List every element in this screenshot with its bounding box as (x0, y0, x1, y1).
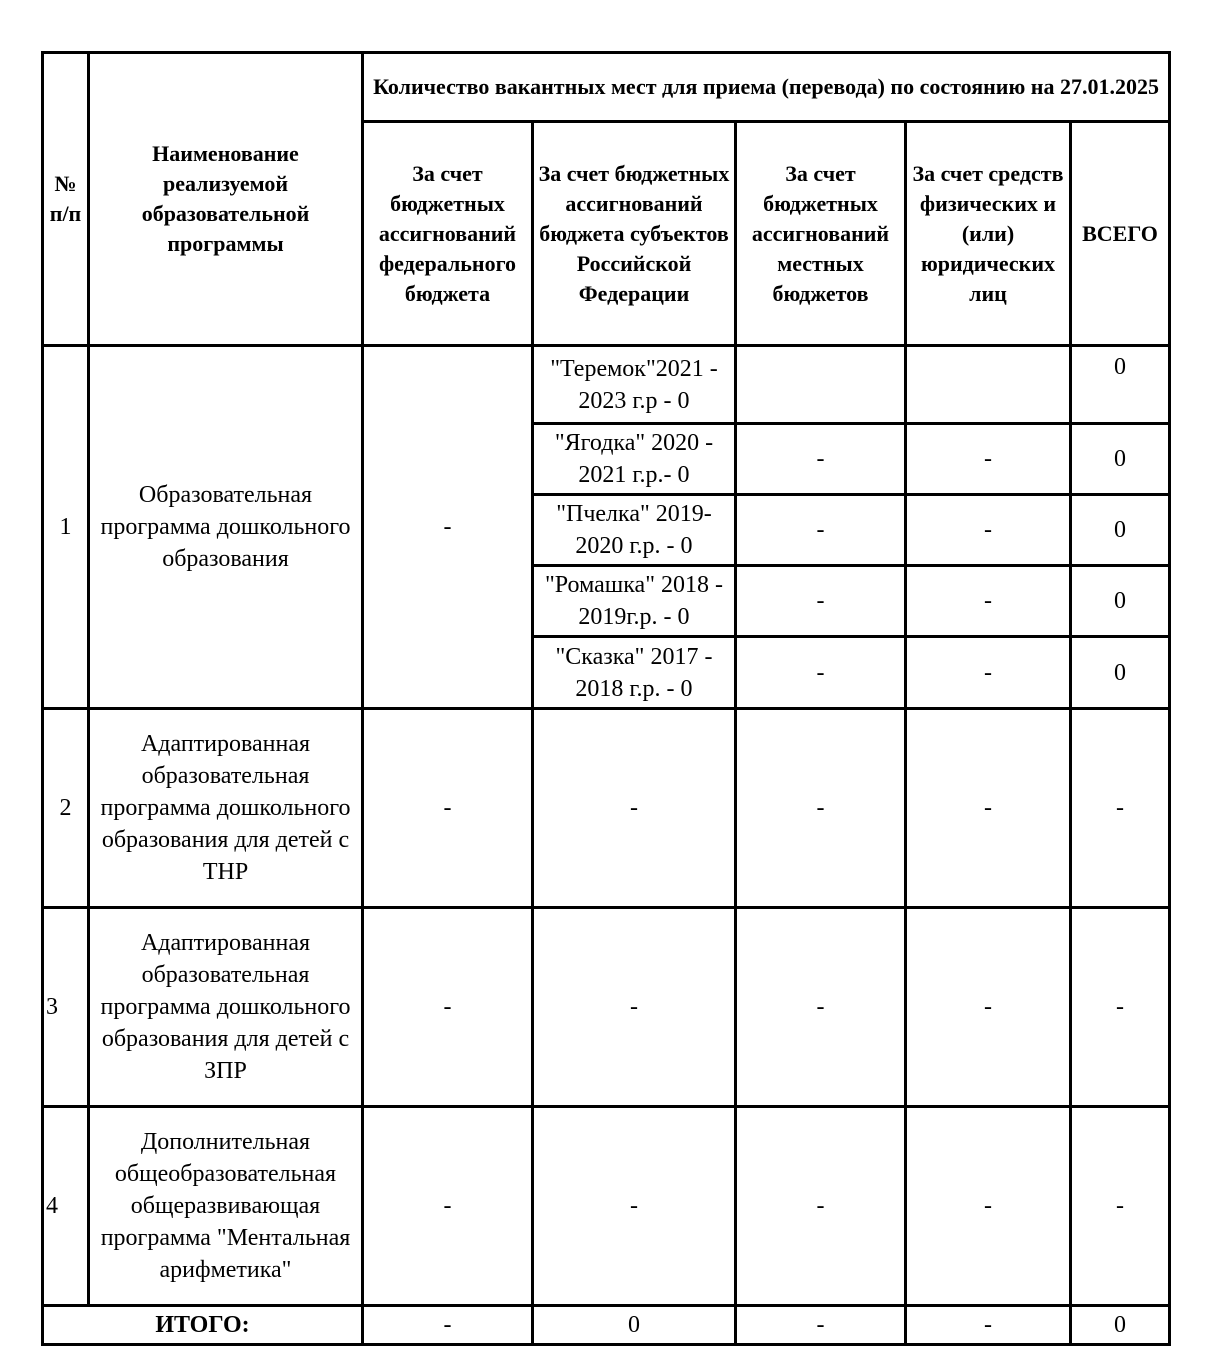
row1-group5-private: - (906, 637, 1071, 709)
row1-federal: - (363, 346, 533, 709)
row3-private: - (906, 908, 1071, 1107)
row4-private: - (906, 1107, 1071, 1306)
row1-group-pchelka: "Пчелка" 2019-2020 г.р. - 0 (533, 495, 736, 566)
row3-program-name: Адаптированная образовательная программа дошкольного образования для детей с ЗПР (89, 908, 363, 1107)
totals-label: ИТОГО: (43, 1306, 363, 1345)
totals-private: - (906, 1306, 1071, 1345)
row2-federal: - (363, 709, 533, 908)
row3-num: 3 (43, 908, 89, 1107)
row1-group2-private: - (906, 424, 1071, 495)
row2-regional: - (533, 709, 736, 908)
totals-local: - (736, 1306, 906, 1345)
row2-total: - (1071, 709, 1170, 908)
header-local: За счет бюджетных ассигнований местных бюджетов (736, 122, 906, 346)
row4-federal: - (363, 1107, 533, 1306)
header-vacancies-group: Количество вакантных мест для приема (перевода) по состоянию на 27.01.2025 (363, 53, 1170, 122)
row1-group-yagodka: "Ягодка" 2020 - 2021 г.р.- 0 (533, 424, 736, 495)
row1-group5-total: 0 (1071, 637, 1170, 709)
vacancies-table (41, 51, 1171, 1346)
row1-group5-local: - (736, 637, 906, 709)
row1-group3-local: - (736, 495, 906, 566)
row2-program-name: Адаптированная образовательная программа дошкольного образования для детей с ТНР (89, 709, 363, 908)
totals-federal: - (363, 1306, 533, 1345)
row1-group3-total: 0 (1071, 495, 1170, 566)
row2-local: - (736, 709, 906, 908)
header-federal: За счет бюджетных ассигнований федерального бюджета (363, 122, 533, 346)
row2-private: - (906, 709, 1071, 908)
row1-group2-total: 0 (1071, 424, 1170, 495)
row3-total: - (1071, 908, 1170, 1107)
row1-group-skazka: "Сказка" 2017 - 2018 г.р. - 0 (533, 637, 736, 709)
row3-regional: - (533, 908, 736, 1107)
row1-group-romashka: "Ромашка" 2018 - 2019г.р. - 0 (533, 566, 736, 637)
row4-num: 4 (43, 1107, 89, 1306)
row1-group-teremok: "Теремок"2021 - 2023 г.р - 0 (533, 346, 736, 424)
totals-regional: 0 (533, 1306, 736, 1345)
row1-group1-private (906, 346, 1071, 424)
row1-group4-total: 0 (1071, 566, 1170, 637)
row1-group1-local (736, 346, 906, 424)
header-total: ВСЕГО (1071, 122, 1170, 346)
row1-group1-total: 0 (1071, 346, 1170, 424)
row4-local: - (736, 1107, 906, 1306)
row1-group4-private: - (906, 566, 1071, 637)
header-regional: За счет бюджетных ассигнований бюджета субъектов Российской Федерации (533, 122, 736, 346)
row4-regional: - (533, 1107, 736, 1306)
row1-group2-local: - (736, 424, 906, 495)
row3-local: - (736, 908, 906, 1107)
header-num: № п/п (43, 53, 89, 346)
row3-federal: - (363, 908, 533, 1107)
row1-num: 1 (43, 346, 89, 709)
totals-total: 0 (1071, 1306, 1170, 1345)
row1-group3-private: - (906, 495, 1071, 566)
header-private: За счет средств физических и (или) юридических лиц (906, 122, 1071, 346)
header-program-name: Наименование реализуемой образовательной программы (89, 53, 363, 346)
row2-num: 2 (43, 709, 89, 908)
row4-total: - (1071, 1107, 1170, 1306)
row1-group4-local: - (736, 566, 906, 637)
row4-program-name: Дополнительная общеобразовательная общеразвивающая программа "Ментальная арифметика" (89, 1107, 363, 1306)
row1-program-name: Образовательная программа дошкольного образования (89, 346, 363, 709)
